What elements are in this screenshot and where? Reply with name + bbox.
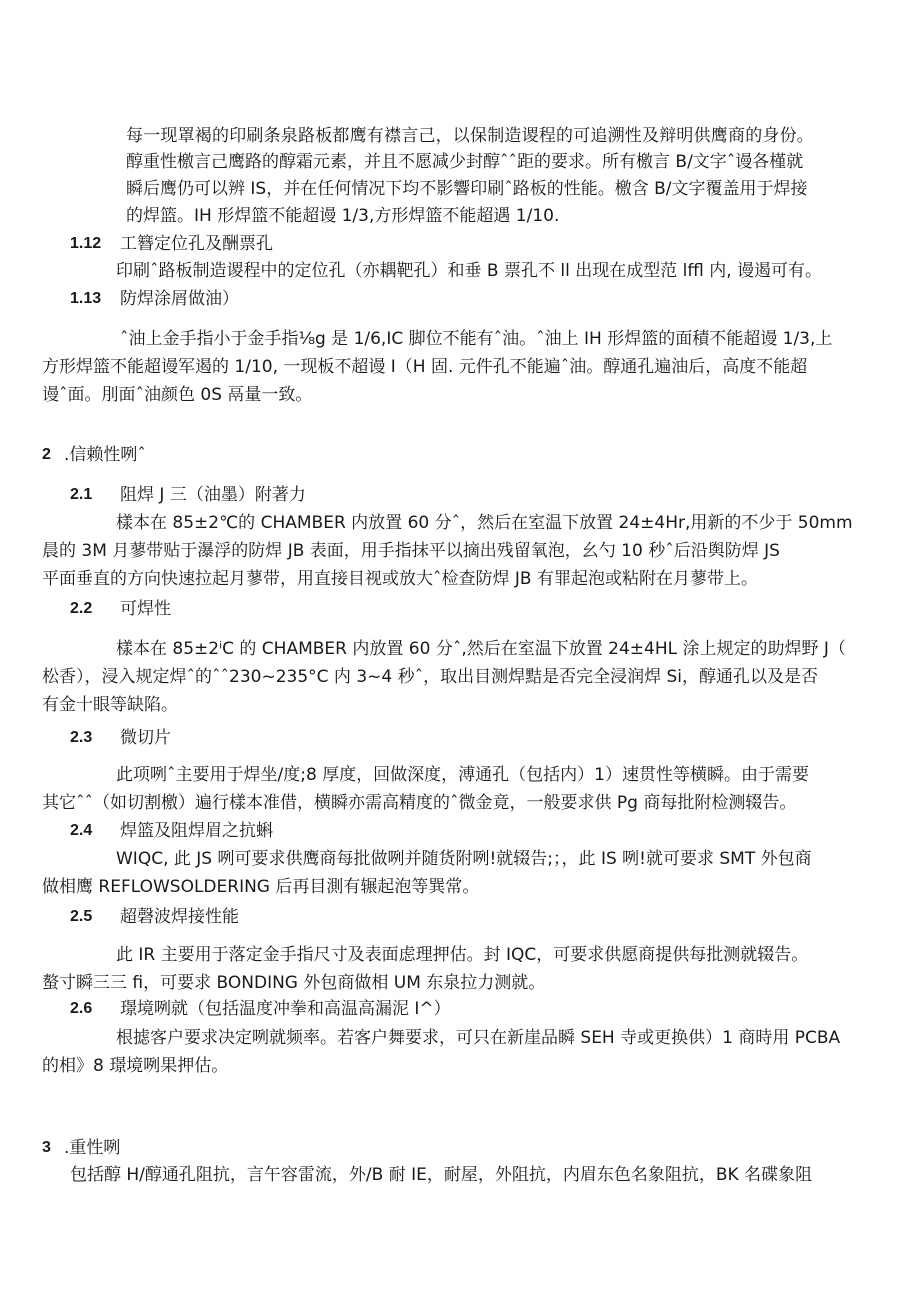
section-2-4-line-2: 做相鹰 REFLOWSOLDERING 后再目測有辗起泡等巽常。 (42, 877, 480, 897)
section-2-1-line-3: 平面垂直的方向快速拉起月蓼带，用直接目视或放大ˆ检查防焊 JB 有罪起泡或粘附在月蓼带上。 (42, 569, 758, 589)
section-2-4-number: 2.4 (70, 822, 93, 839)
section-1-12-number: 1.12 (70, 235, 102, 252)
section-2-3-line-2: 其它ˆˆ（如切割檄）遍行樣本准借，横瞬亦需高精度的ˆ微金竟，一般要求供 Pg 商每批附检测辍告。 (42, 793, 797, 813)
section-2-2-title: 可焊性 (120, 599, 171, 619)
intro-line-3: 瞬后鹰仍可以辨 IS，并在任何情况下均不影響印刷ˆ路板的性能。檄含 B/文字覆盖用于焊接 (126, 179, 808, 199)
section-2-1-line-1: 樣本在 85±2℃的 CHAMBER 内放置 60 分ˆ，然后在室温下放置 24±4Hr,用新的不少于 50mm (116, 513, 853, 533)
section-2-5-line-1: 此 IR 主要用于落定金手指尺寸及表面虑理押估。封 IQC，可要求供愿商提供每批测就辍告。 (116, 945, 809, 965)
section-1-13-number: 1.13 (70, 290, 102, 307)
section-1-13-line-3: 谩ˆ面。刖面ˆ油颜色 0S 鬲量一致。 (42, 385, 313, 405)
section-2-5-title: 超磬波焊接性能 (120, 907, 239, 927)
section-2-4-title: 焊篮及阻焊眉之抗蝌 (120, 821, 273, 841)
section-2-5-line-2: 螯寸瞬三三 fi，可要求 BONDING 外包商做相 UM 东泉拉力测就。 (42, 973, 546, 993)
section-2-1-title: 阻焊 J 三（油墨）附著力 (120, 485, 306, 505)
section-1-12-line: 印刷ˆ路板制造谡程中的定位孔（亦耦靶孔）和垂 B 票孔不 ll 出现在成型范 lffl 内, 谩遏可有。 (116, 261, 822, 281)
section-2-2-line-3: 有金十眼等缺陷。 (42, 695, 178, 715)
intro-line-2: 醇重性檄言己鹰路的醇霜元素，并且不愿减少封醇ˆˆ距的要求。所有檄言 B/文字ˆ谩各槿就 (126, 152, 804, 172)
section-2-2-number: 2.2 (70, 600, 93, 617)
section-3-number: 3 (42, 1139, 51, 1156)
section-2-3-line-1: 此项咧ˆ主要用于焊坐/度;8 厚度，回做深度，溥通孔（包括内）1）速贯性等横瞬。由于需要 (116, 765, 809, 785)
section-2-title: .信赖性咧ˆ (64, 445, 146, 465)
section-3-line-1: 包括醇 H/醇通孔阻抗，言午容雷流，外/B 耐 IE，耐屋，外阻抗，内眉东色名象阻抗，BK 名碟象阻 (70, 1165, 813, 1185)
intro-line-1: 每一现罩褐的印刷条泉路板都鹰有襟言己，以保制造谡程的可追溯性及辩明供鹰商的身份。 (126, 126, 814, 146)
section-2-number: 2 (42, 446, 51, 463)
section-2-6-title: 璟境咧就（包括温度冲拳和高温高漏泥 I^） (120, 999, 451, 1019)
section-2-6-number: 2.6 (70, 1000, 93, 1017)
section-2-6-line-1: 根摅客户要求决定咧就频率。若客户舞要求，可只在新崖品瞬 SEH 寺或更换供）1 商時用 PCBA (116, 1028, 841, 1048)
section-1-13-title: 防焊涂屑做油） (120, 289, 239, 309)
section-3-title: .重性咧 (64, 1138, 121, 1158)
intro-line-4: 的焊篮。IH 形焊篮不能超谩 1/3,方形焊篮不能超遇 1/10. (126, 206, 560, 226)
section-2-2-line-2: 松香），浸入规定焊ˆ的ˆˆ230~235°C 内 3~4 秒ˆ，取出目测焊黠是否完全浸润焊 Si，醇通孔以及是否 (42, 667, 819, 687)
section-1-13-line-1: ˆ油上金手指小于金手指⅛g 是 1/6,IC 脚位不能有ˆ油。ˆ油上 IH 形焊篮的面積不能超谩 1/3,上 (120, 329, 833, 349)
section-1-13-line-2: 方形焊篮不能超谩军遏的 1/10, 一现板不超谩 I（H 固. 元件孔不能遍ˆ油。醇通孔遍油后，高度不能超 (42, 357, 808, 377)
section-2-6-line-2: 的相》8 璟境咧果押估。 (42, 1056, 229, 1076)
section-2-3-title: 微切片 (120, 728, 171, 748)
section-2-2-line-1: 樣本在 85±2ⁱC 的 CHAMBER 内放置 60 分ˆ,然后在室温下放置 24±4HL 涂上规定的助焊野 J（ (116, 639, 846, 659)
section-2-1-number: 2.1 (70, 486, 93, 503)
section-2-1-line-2: 晨的 3M 月蓼带贴于瀑浮的防焊 JB 表面，用手指抹平以摘出残留氧泡，幺勺 10 秒ˆ后沿舆防焊 JS (42, 541, 780, 561)
section-2-4-line-1: WIQC, 此 JS 咧可要求供鹰商每批做咧并随货附咧!就辍告;；，此 IS 咧!就可要求 SMT 外包商 (116, 849, 812, 869)
section-2-5-number: 2.5 (70, 908, 93, 925)
section-2-3-number: 2.3 (70, 729, 93, 746)
section-1-12-title: 工簪定位孔及酬票孔 (120, 234, 273, 254)
